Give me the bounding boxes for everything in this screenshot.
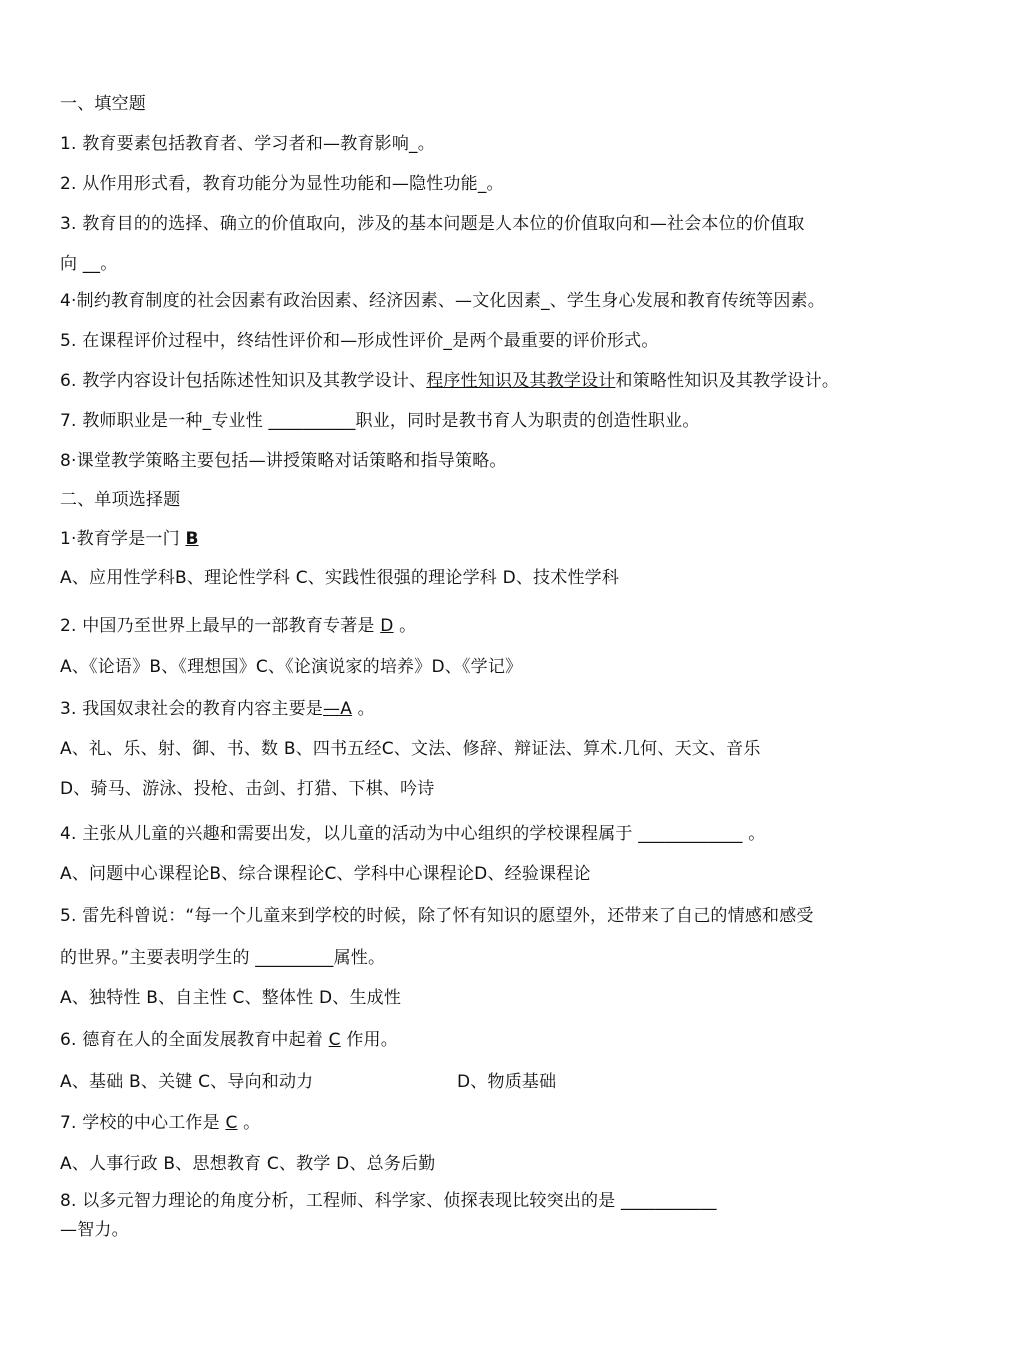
fill-question-6-prefix: 6. 教学内容设计包括陈述性知识及其教学设计、 [60,371,427,391]
choice-question-2-answer: D [380,616,394,636]
fill-question-1: 1. 教育要素包括教育者、学习者和—教育影响_。 [60,134,435,154]
fill-question-3-line1: 3. 教育目的的选择、确立的价值取向，涉及的基本问题是人本位的价值取向和—社会本位的价值取 [60,214,805,234]
choice-question-7-answer: C [225,1113,238,1133]
choice-question-6 [60,1028,398,1052]
fill-question-6-underlined: 程序性知识及其教学设计 [426,371,616,391]
fill-question-6 [60,369,839,393]
choice-question-6-options-left: A、基础 B、关键 C、导向和动力 [60,1072,314,1092]
choice-question-6-end: 作用。 [340,1030,398,1050]
choice-question-2-stem: 2. 中国乃至世界上最早的一部教育专著是 [60,616,381,636]
choice-question-3-stem: 3. 我国奴隶社会的教育内容主要是 [60,699,324,719]
section-heading-fill-blank: 一、填空题 [60,94,146,114]
choice-question-1-stem: 1·教育学是一门 [60,529,186,549]
choice-question-3-options-line1: A、礼、乐、射、御、书、数 B、四书五经C、文法、修辞、辩证法、算术.几何、天文、音乐 [60,739,761,759]
choice-question-1-answer: B [185,529,199,549]
fill-question-4: 4·制约教育制度的社会因素有政治因素、经济因素、—文化因素_、学生身心发展和教育传统等因素。 [60,291,825,311]
choice-question-1-options: A、应用性学科B、理论性学科 C、实践性很强的理论学科 D、技术性学科 [60,568,620,588]
choice-question-7-stem: 7. 学校的中心工作是 [60,1113,226,1133]
choice-question-4-options: A、问题中心课程论B、综合课程论C、学科中心课程论D、经验课程论 [60,864,591,884]
choice-question-3 [60,697,375,721]
fill-question-3-line2: 向 __。 [60,254,118,274]
choice-question-1 [60,527,199,551]
choice-question-7-options: A、人事行政 B、思想教育 C、教学 D、总务后勤 [60,1154,436,1174]
fill-question-2: 2. 从作用形式看，教育功能分为显性功能和—隐性功能_。 [60,174,504,194]
choice-question-7 [60,1111,260,1135]
choice-question-5-line1: 5. 雷先科曾说：“每一个儿童来到学校的时候，除了怀有知识的愿望外，还带来了自己的情感和感受 [60,906,814,926]
choice-question-3-options-line2: D、骑马、游泳、投枪、击剑、打猎、下棋、吟诗 [60,779,435,799]
fill-question-6-suffix: 和策略性知识及其教学设计。 [615,371,840,391]
fill-question-7: 7. 教师职业是一种_专业性 __________职业，同时是教书育人为职责的创造性职业。 [60,411,700,431]
choice-question-8-line2: —智力。 [60,1220,129,1240]
choice-question-2-options: A、《论语》B、《理想国》C、《论演说家的培养》D、《学记》 [60,657,523,677]
choice-question-8-line1: 8. 以多元智力理论的角度分析，工程师、科学家、侦探表现比较突出的是 ___________ [60,1191,717,1211]
choice-question-3-end: 。 [352,699,375,719]
choice-question-5-line2: 的世界。”主要表明学生的 _________属性。 [60,948,386,968]
choice-question-7-end: 。 [237,1113,261,1133]
choice-question-6-answer: C [328,1030,341,1050]
section-heading-single-choice: 二、单项选择题 [60,490,181,510]
choice-question-4: 4. 主张从儿童的兴趣和需要出发，以儿童的活动为中心组织的学校课程属于 ____________ 。 [60,824,766,844]
fill-question-5: 5. 在课程评价过程中，终结性评价和—形成性评价_是两个最重要的评价形式。 [60,331,659,351]
choice-question-2 [60,614,416,638]
choice-question-3-answer: —A [323,699,353,719]
choice-question-5-options: A、独特性 B、自主性 C、整体性 D、生成性 [60,988,402,1008]
choice-question-6-stem: 6. 德育在人的全面发展教育中起着 [60,1030,329,1050]
fill-question-8: 8·课堂教学策略主要包括—讲授策略对话策略和指导策略。 [60,451,507,471]
choice-question-2-end: 。 [393,616,417,636]
choice-question-6-options-right: D、物质基础 [457,1072,557,1092]
